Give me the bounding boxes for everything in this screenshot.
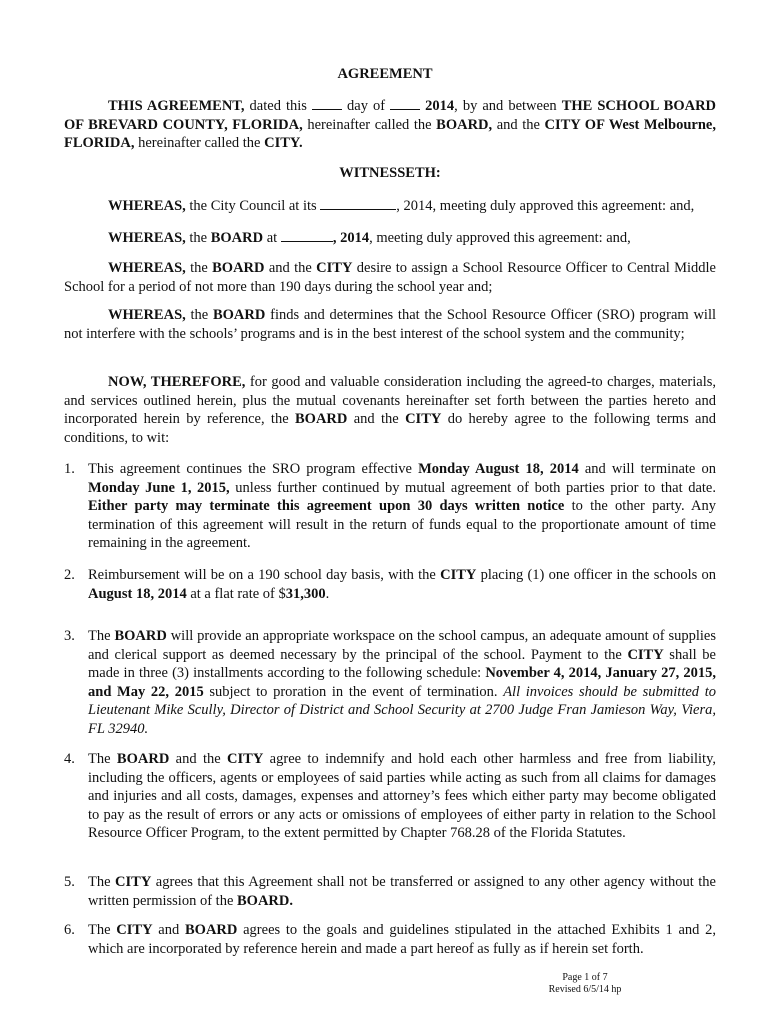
clause-text: the	[185, 230, 211, 246]
item-text: subject to proration in the event of termination.	[203, 683, 504, 700]
city-term: CITY	[316, 260, 353, 276]
item-text: will provide an appropriate workspace on the school campus, an adequate amount of supplies and clerical support as deemed necessary by the principal of the school. Payment to the	[88, 628, 717, 663]
list-item	[64, 750, 716, 843]
item-text: placing (1) one officer in the schools on	[476, 567, 717, 583]
flat-rate: 31,300	[285, 585, 326, 602]
start-date: Monday August 18, 2014	[418, 461, 579, 477]
intro-text: dated this	[244, 98, 312, 114]
item-text: This agreement continues the SRO program effective	[88, 461, 419, 477]
list-item	[64, 627, 716, 738]
intro-board-name: THE SCHOOL BOARD OF BREVARD COUNTY, FLORIDA,	[64, 98, 717, 133]
clause-text: and the	[264, 260, 317, 276]
intro-text: hereinafter called the	[134, 135, 265, 151]
now-therefore-label: NOW, THEREFORE,	[108, 374, 246, 390]
intro-board: BOARD,	[436, 116, 493, 133]
revision-note: Revised 6/5/14 hp	[548, 984, 622, 995]
item-text: .	[325, 585, 330, 602]
item-text: and	[152, 922, 185, 938]
item-text: The	[88, 922, 117, 938]
item-text: The	[88, 751, 117, 767]
list-item	[64, 566, 716, 603]
item-number: 1.	[64, 461, 75, 477]
intro-city-name: CITY OF West Melbourne, FLORIDA,	[64, 116, 716, 151]
clause-text: at	[263, 230, 281, 246]
month-blank	[390, 96, 420, 110]
item-body	[88, 460, 716, 553]
board-date-blank	[281, 228, 333, 242]
board-term: BOARD	[185, 922, 238, 938]
item-text: agrees that this Agreement shall not be transferred or assigned to any other agency without the written permission of the	[88, 874, 716, 909]
item-text: Reimbursement will be on a 190 school day basis, with the	[88, 567, 441, 583]
whereas-label: WHEREAS,	[108, 230, 186, 246]
board-term: BOARD	[212, 260, 265, 276]
item-text: at a flat rate of $	[186, 585, 286, 602]
day-blank	[312, 96, 342, 110]
item-number: 6.	[64, 922, 75, 938]
intro-text: and the	[492, 116, 545, 133]
whereas-clause-4	[64, 306, 716, 343]
whereas-label: WHEREAS,	[108, 307, 186, 323]
clause-text: finds and determines that the School Resource Officer (SRO) program will not interfere with the schools’ programs and is in the best interest of the school system and the community;	[64, 307, 716, 342]
intro-city: CITY.	[264, 135, 303, 151]
item-body	[88, 627, 716, 738]
board-term: BOARD	[212, 307, 266, 323]
item-number: 5.	[64, 874, 75, 890]
whereas-clause-3	[64, 259, 716, 296]
item-body	[88, 750, 716, 843]
city-term: CITY	[440, 567, 477, 583]
clause-text: and the	[347, 411, 406, 427]
item-text: unless further continued by mutual agreement of both parties prior to that date.	[229, 479, 716, 496]
now-therefore-clause	[64, 373, 716, 447]
clause-text: the City Council at its	[185, 198, 321, 214]
item-number: 2.	[64, 567, 75, 583]
intro-text: hereinafter called the	[302, 116, 437, 133]
clause-text: the	[185, 260, 213, 276]
year-term: , 2014	[332, 230, 370, 246]
item-text: to the other party. Any termination of this agreement will result in the return of funds equal to the proportionate amount of time remaining in the agreement.	[88, 498, 716, 551]
board-term: BOARD	[116, 751, 170, 767]
item-text: and will terminate on	[578, 461, 716, 477]
page-footer	[470, 972, 700, 996]
board-term: BOARD.	[237, 892, 294, 909]
city-term: CITY	[405, 411, 442, 427]
invoice-instructions: All invoices should be submitted to Lieutenant Mike Scully, Director of District and School Security at 2700 Judge Fran Jamieson Way, Viera, FL 32940.	[88, 683, 716, 737]
board-term: BOARD	[295, 411, 348, 427]
item-text: agree to indemnify and hold each other harmless and free from liability, including the officers, agents or employees of said parties while acting as such from all claims for damages and injuries and all costs, damages, expenses and attorney’s fees which either party may become obligated to pay as the result of errors or any acts or omissions of employees of either party in relation to the School Resource Officer Program, to the extent permitted by Chapter 768.28 of the Florida Statutes.	[88, 751, 716, 841]
item-text: The	[88, 628, 115, 644]
list-item	[64, 921, 716, 958]
clause-text: , meeting duly approved this agreement: and,	[369, 230, 631, 246]
item-body	[88, 921, 716, 958]
intro-text: day of	[341, 98, 391, 114]
list-item	[64, 460, 716, 553]
item-text: and the	[169, 751, 228, 767]
clause-text: , 2014, meeting duly approved this agreement: and,	[396, 198, 695, 214]
item-body	[88, 566, 716, 603]
whereas-label: WHEREAS,	[108, 198, 186, 214]
termination-notice: Either party may terminate this agreement upon 30 days written notice	[88, 498, 565, 514]
whereas-label: WHEREAS,	[108, 260, 186, 276]
clause-text: desire to assign a School Resource Officer to Central Middle School for a period of not more than 190 days during the school year and;	[64, 260, 716, 295]
item-body	[88, 873, 716, 910]
item-text: shall be made in three (3) installments according to the following schedule:	[88, 646, 716, 681]
clause-text: the	[185, 307, 213, 323]
board-term: BOARD	[210, 230, 264, 246]
item-text: The	[88, 874, 116, 890]
item-number: 4.	[64, 751, 75, 767]
witnesseth-text: WITNESSETH:	[339, 165, 441, 181]
board-term: BOARD	[114, 628, 167, 644]
council-date-blank	[320, 196, 396, 210]
intro-lead: THIS AGREEMENT,	[108, 98, 245, 114]
list-item	[64, 873, 716, 910]
city-term: CITY	[227, 751, 264, 767]
clause-text: for good and valuable consideration including the agreed-to charges, materials, and services outlined herein, plus the mutual covenants hereinafter set forth between the parties hereto and incorporated herein by reference, the	[64, 374, 716, 427]
city-term: CITY	[116, 922, 153, 938]
document-title: AGREEMENT	[337, 66, 433, 82]
item-number: 3.	[64, 628, 75, 644]
whereas-clause-2	[64, 228, 716, 248]
city-term: CITY	[627, 646, 664, 663]
witnesseth-heading	[64, 164, 716, 183]
placement-date: August 18, 2014	[88, 585, 187, 602]
intro-year: 2014	[425, 98, 455, 114]
intro-text: , by and between	[454, 98, 562, 114]
clause-text: do hereby agree to the following terms and conditions, to wit:	[64, 411, 716, 446]
installment-dates: November 4, 2014, January 27, 2015, and May 22, 2015	[88, 665, 716, 700]
intro-paragraph	[64, 96, 716, 153]
item-text: agrees to the goals and guidelines stipulated in the attached Exhibits 1 and 2, which are incorporated by reference herein and made a part hereof as fully as if herein set forth.	[88, 922, 717, 957]
whereas-clause-1	[64, 196, 716, 216]
end-date: Monday June 1, 2015,	[88, 479, 230, 496]
page-number: Page 1 of 7	[562, 972, 608, 983]
city-term: CITY	[115, 874, 152, 890]
